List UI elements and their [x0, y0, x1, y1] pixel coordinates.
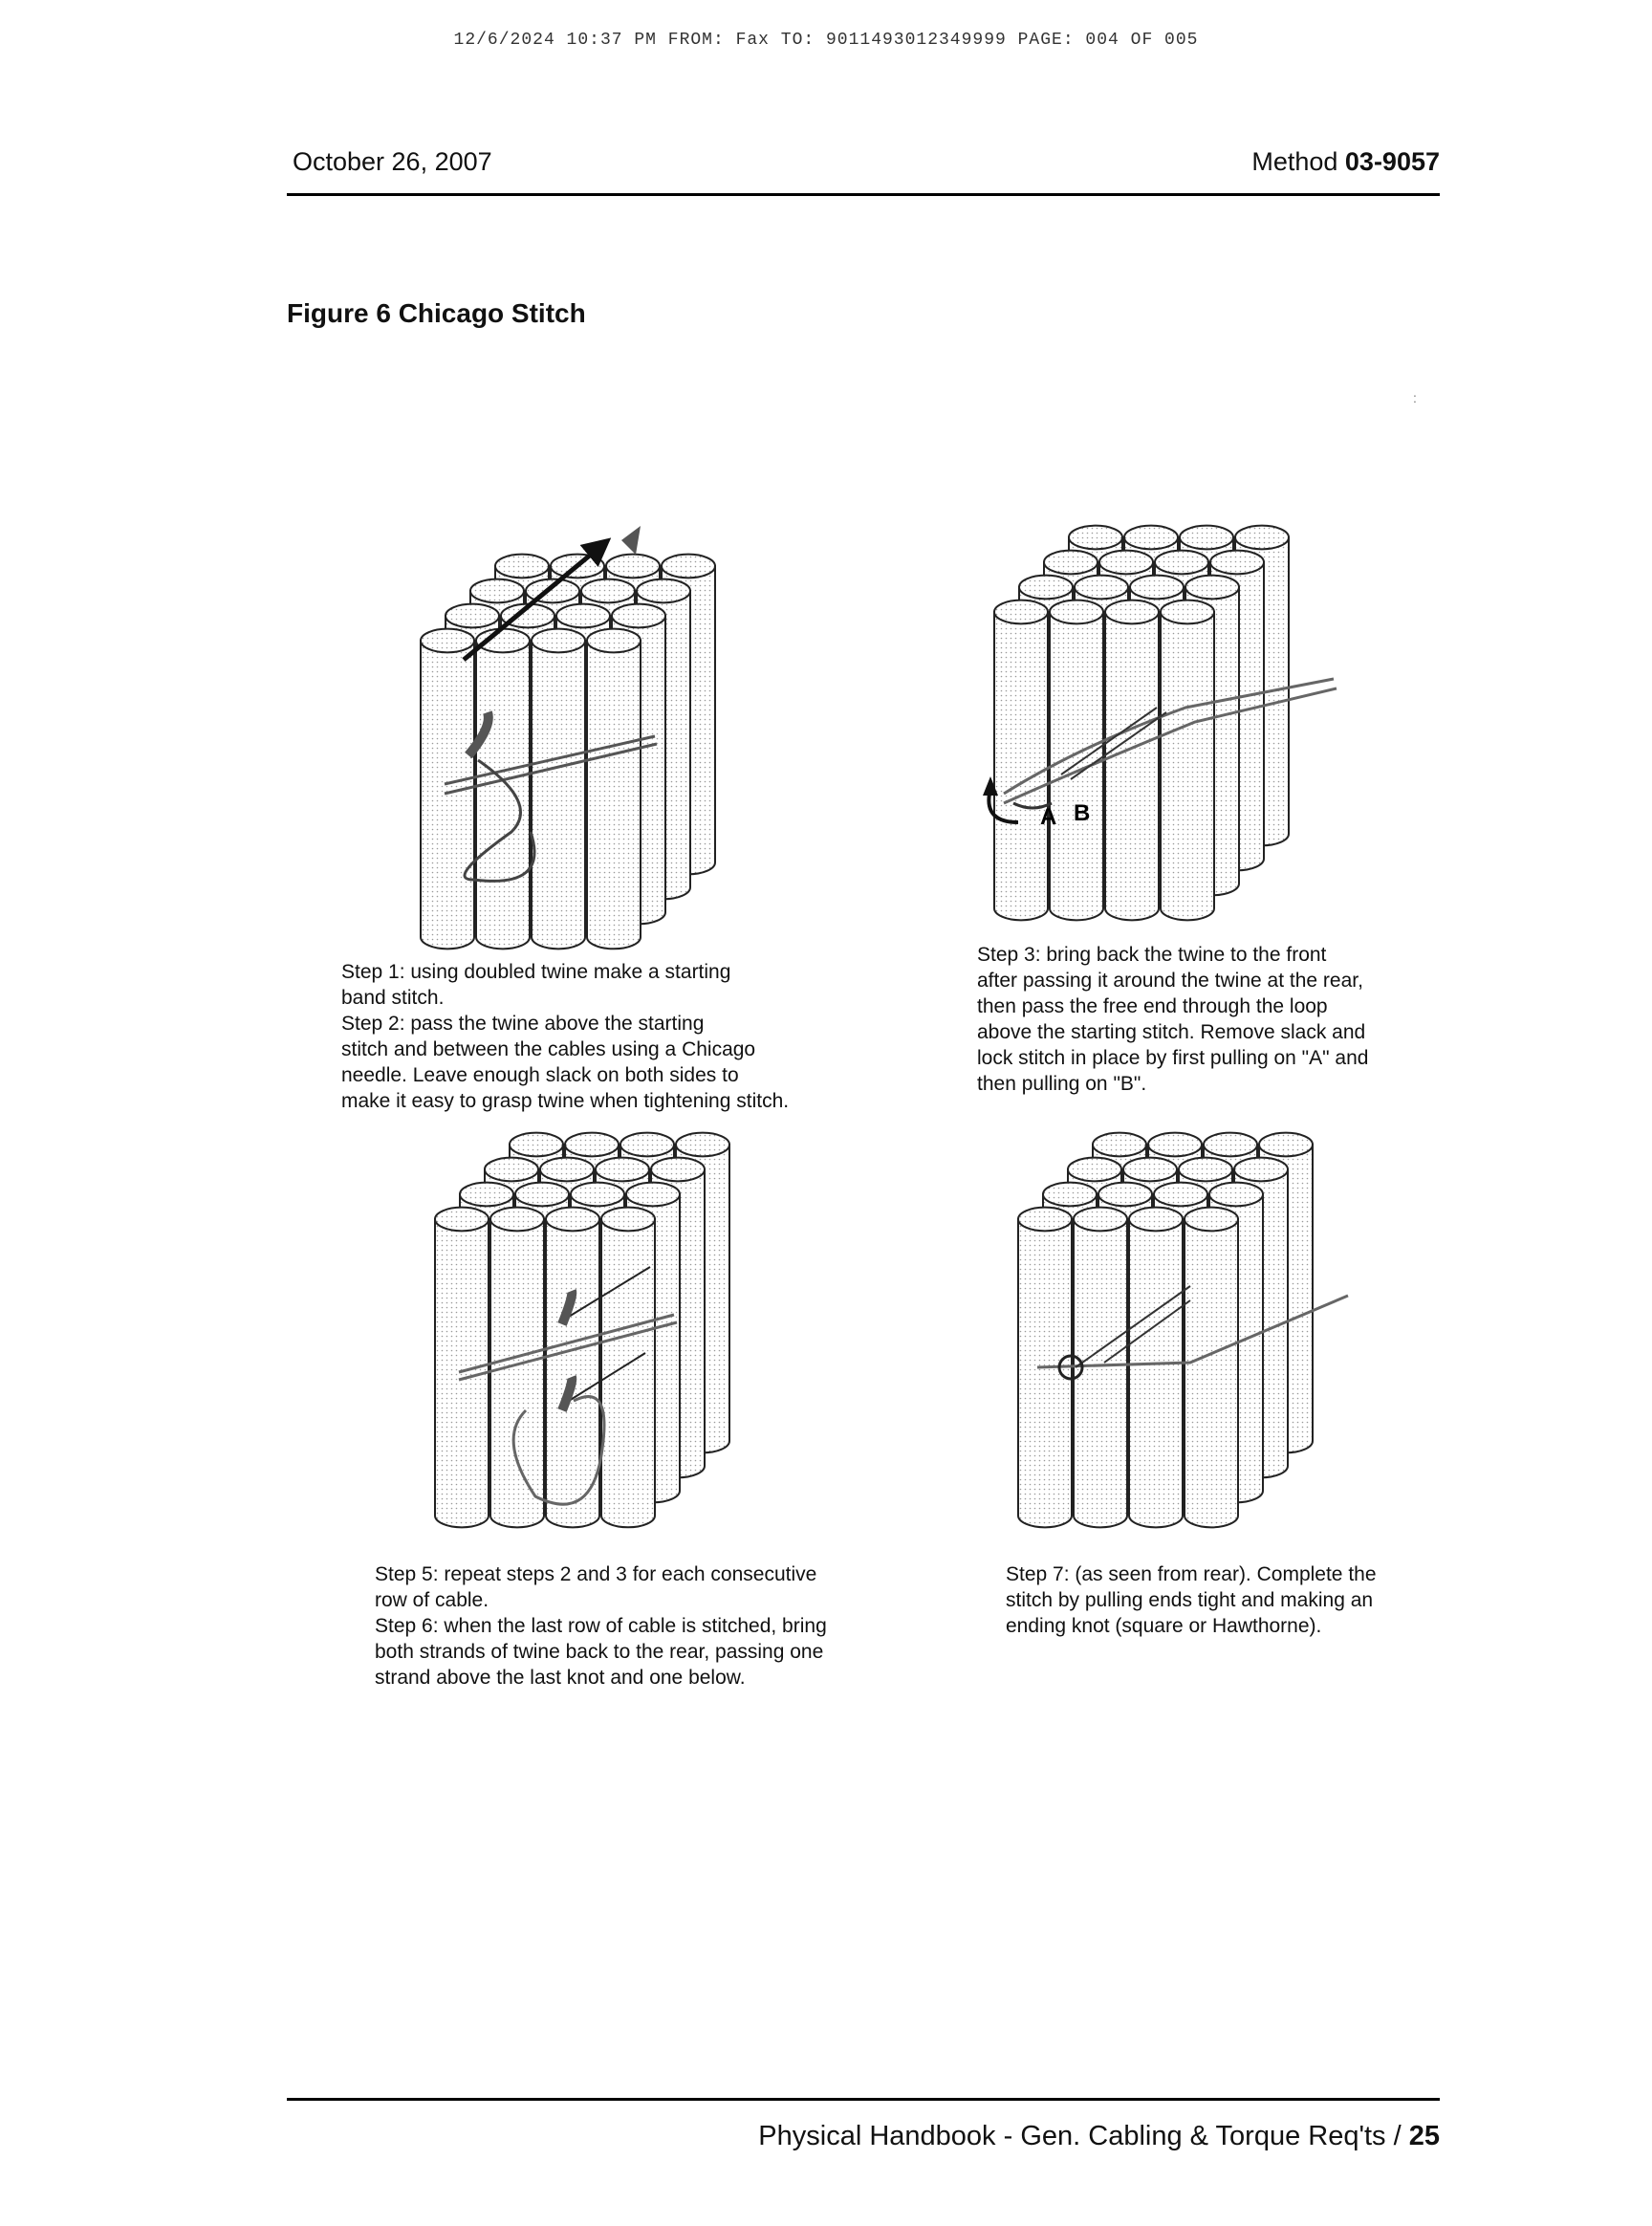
cable-end	[510, 1133, 563, 1157]
caption-line: Step 3: bring back the twine to the front	[977, 944, 1327, 966]
caption-step7	[1006, 1561, 1377, 1639]
cable-end	[1204, 1133, 1257, 1157]
cable-end	[1093, 1133, 1146, 1157]
cable-end	[485, 1158, 538, 1182]
caption-line: then pulling on "B".	[977, 1073, 1147, 1095]
caption-step3	[977, 942, 1368, 1097]
cable-end	[1130, 576, 1184, 600]
cable-end	[651, 1158, 705, 1182]
illustration-step5	[421, 1124, 784, 1544]
cable-end	[1043, 1183, 1097, 1207]
cable-end	[1069, 526, 1122, 550]
figure-title: Figure 6 Chicago Stitch	[287, 298, 586, 328]
caption-line: after passing it around the twine at the rear,	[977, 970, 1363, 992]
label-a: A	[1040, 804, 1057, 830]
cable-end	[571, 1183, 624, 1207]
cable-end	[1154, 1183, 1207, 1207]
cable-end	[1099, 551, 1153, 575]
cable-end	[1124, 526, 1178, 550]
caption-line: make it easy to grasp twine when tightening stitch.	[341, 1090, 790, 1112]
footer	[758, 2121, 1440, 2152]
method-label: Method	[1251, 147, 1338, 176]
cable	[587, 641, 641, 949]
cable-end	[626, 1183, 680, 1207]
illustration-step3	[966, 516, 1348, 932]
cable-end	[1209, 1183, 1263, 1207]
method-number: 03-9057	[1344, 147, 1440, 176]
cable-bundle	[435, 1133, 729, 1528]
cable-end	[1155, 551, 1208, 575]
cable-end	[556, 604, 610, 628]
cable-end	[460, 1183, 513, 1207]
caption-line: strand above the last knot and one below.	[375, 1667, 746, 1689]
cable-end	[1068, 1158, 1121, 1182]
cable-end	[1123, 1158, 1177, 1182]
cable-end	[1185, 576, 1239, 600]
label-b: B	[1074, 800, 1091, 826]
caption-line: Step 1: using doubled twine make a starting	[341, 961, 731, 983]
caption-step5-6	[375, 1561, 827, 1691]
cable-end	[606, 555, 660, 578]
cable-bundle	[994, 526, 1289, 921]
footer-text: Physical Handbook - Gen. Cabling & Torque Req'ts /	[758, 2121, 1409, 2151]
cable-end	[1185, 1208, 1238, 1232]
cable-end	[435, 1208, 489, 1232]
cable-end	[1044, 551, 1098, 575]
cable-end	[565, 1133, 619, 1157]
cable-end	[676, 1133, 729, 1157]
illustration-step1	[406, 516, 770, 951]
cable	[476, 641, 530, 949]
cable	[601, 1219, 655, 1527]
cable	[1185, 1219, 1238, 1527]
cable-end	[1074, 1208, 1127, 1232]
needle-tip-icon	[621, 526, 641, 555]
cable-end	[1075, 576, 1128, 600]
cable	[532, 641, 585, 949]
cable-end	[1179, 1158, 1232, 1182]
cable-end	[546, 1208, 599, 1232]
cable-bundle	[421, 555, 715, 949]
caption-line: band stitch.	[341, 987, 445, 1009]
cable	[421, 641, 474, 949]
caption-line: above the starting stitch. Remove slack and	[977, 1021, 1366, 1043]
cable-end	[421, 629, 474, 653]
cable-end	[1234, 1158, 1288, 1182]
cable	[1161, 612, 1214, 920]
cable-end	[581, 579, 635, 603]
caption-line: Step 5: repeat steps 2 and 3 for each consecutive	[375, 1563, 817, 1585]
cable-end	[540, 1158, 594, 1182]
header-rule	[287, 193, 1440, 196]
caption-line: Step 2: pass the twine above the starting	[341, 1013, 705, 1035]
caption-line: both strands of twine back to the rear, passing one	[375, 1641, 824, 1663]
cable-end	[1018, 1208, 1072, 1232]
cable-end	[620, 1133, 674, 1157]
header-date: October 26, 2007	[293, 147, 492, 176]
cable-end	[1210, 551, 1264, 575]
cable-end	[637, 579, 690, 603]
cable	[490, 1219, 544, 1527]
scan-speck: :	[1413, 390, 1417, 405]
cable-end	[532, 629, 585, 653]
caption-line: row of cable.	[375, 1589, 489, 1611]
cable-end	[994, 600, 1048, 624]
cable-end	[495, 555, 549, 578]
cable-end	[601, 1208, 655, 1232]
cable-end	[1235, 526, 1289, 550]
cable	[1129, 1219, 1183, 1527]
caption-line: lock stitch in place by first pulling on "A" and	[977, 1047, 1369, 1069]
cable-end	[587, 629, 641, 653]
cable	[1018, 1219, 1072, 1527]
cable-end	[1098, 1183, 1152, 1207]
cable-end	[1019, 576, 1073, 600]
caption-line: Step 7: (as seen from rear). Complete the	[1006, 1563, 1377, 1585]
caption-line: stitch by pulling ends tight and making an	[1006, 1589, 1374, 1611]
cable-end	[515, 1183, 569, 1207]
caption-line: stitch and between the cables using a Chicago	[341, 1038, 756, 1060]
caption-line: needle. Leave enough slack on both sides to	[341, 1064, 739, 1086]
cable	[1105, 612, 1159, 920]
cable	[994, 612, 1048, 920]
footer-rule	[287, 2098, 1440, 2101]
caption-line: Step 6: when the last row of cable is stitched, bring	[375, 1615, 827, 1637]
cable-end	[1180, 526, 1233, 550]
cable	[546, 1219, 599, 1527]
page-number: 25	[1408, 2121, 1440, 2151]
cable-end	[596, 1158, 649, 1182]
cable-end	[1161, 600, 1214, 624]
illustration-step7	[999, 1124, 1372, 1539]
cable-end	[470, 579, 524, 603]
cable-end	[1050, 600, 1103, 624]
cable	[1050, 612, 1103, 920]
caption-step1-2	[341, 959, 789, 1114]
cable-end	[446, 604, 499, 628]
fax-header: 12/6/2024 10:37 PM FROM: Fax TO: 9011493012349999 PAGE: 004 OF 005	[453, 31, 1199, 50]
cable-end	[490, 1208, 544, 1232]
cable-end	[1129, 1208, 1183, 1232]
cable-end	[662, 555, 715, 578]
cable-end	[1105, 600, 1159, 624]
caption-line: ending knot (square or Hawthorne).	[1006, 1615, 1322, 1637]
caption-line: then pass the free end through the loop	[977, 995, 1328, 1017]
header-method	[1251, 147, 1440, 177]
cable-end	[1148, 1133, 1202, 1157]
cable-end	[1259, 1133, 1313, 1157]
cable-end	[612, 604, 665, 628]
